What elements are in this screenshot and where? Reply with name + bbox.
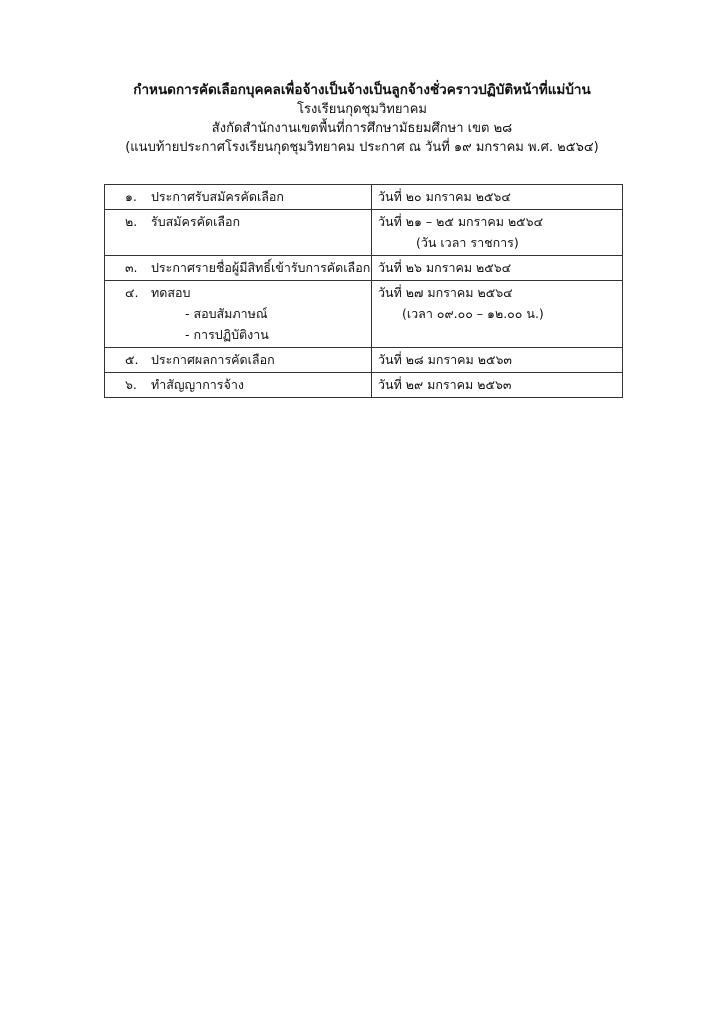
item-number: ๔. xyxy=(125,285,139,300)
table-row xyxy=(105,256,623,281)
date-text: วันที่ ๒๑ – ๒๕ มกราคม ๒๕๖๔ xyxy=(378,214,544,229)
item-label: ประกาศรายชื่อผู้มีสิทธิ์เข้ารับการคัดเลือก xyxy=(151,260,371,275)
item-label: ทำสัญญาการจ้าง xyxy=(151,377,244,392)
date-text: วันที่ ๒๗ มกราคม ๒๕๖๔ xyxy=(378,285,513,300)
item-label: ทดสอบ xyxy=(151,285,191,300)
date-text: วันที่ ๒๐ มกราคม ๒๕๖๔ xyxy=(378,189,511,204)
item-cell xyxy=(105,256,372,281)
annex-note: (แนบท้ายประกาศโรงเรียนกุดชุมวิทยาคม ประกาศ ณ วันที่ ๑๙ มกราคม พ.ศ. ๒๕๖๔) xyxy=(125,140,599,155)
office-name: สังกัดสำนักงานเขตพื้นที่การศึกษามัธยมศึกษา เขต ๒๘ xyxy=(211,121,513,136)
date-cell xyxy=(372,373,623,398)
table-row xyxy=(105,373,623,398)
item-cell xyxy=(105,281,372,348)
time-note: (เวลา ๐๙.๐๐ – ๑๒.๐๐ น.) xyxy=(402,306,544,321)
date-cell xyxy=(372,210,623,256)
date-cell xyxy=(372,348,623,373)
school-name: โรงเรียนกุดชุมวิทยาคม xyxy=(297,102,427,117)
date-cell xyxy=(372,281,623,348)
item-number: ๓. xyxy=(125,260,138,275)
item-label: ประกาศรับสมัครคัดเลือก xyxy=(151,189,284,204)
sub-item: - การปฏิบัติงาน xyxy=(185,327,269,342)
item-number: ๕. xyxy=(125,352,139,367)
date-text: วันที่ ๒๖ มกราคม ๒๕๖๔ xyxy=(378,260,512,275)
document-header xyxy=(0,80,724,157)
schedule-table xyxy=(104,184,623,398)
table-row xyxy=(105,185,623,210)
date-text: วันที่ ๒๙ มกราคม ๒๕๖๓ xyxy=(378,377,512,392)
table-row xyxy=(105,281,623,348)
item-label: ประกาศผลการคัดเลือก xyxy=(151,352,275,367)
item-cell xyxy=(105,348,372,373)
sub-item: - สอบสัมภาษณ์ xyxy=(185,306,268,321)
table-row xyxy=(105,210,623,256)
date-cell xyxy=(372,185,623,210)
document-title: กำหนดการคัดเลือกบุคคลเพื่อจ้างเป็นจ้างเป็นลูกจ้างชั่วคราวปฏิบัติหน้าที่แม่บ้าน xyxy=(133,82,591,98)
item-cell xyxy=(105,210,372,256)
item-number: ๑. xyxy=(125,189,137,204)
item-number: ๖. xyxy=(125,377,137,392)
date-text: วันที่ ๒๘ มกราคม ๒๕๖๓ xyxy=(378,352,512,367)
item-cell xyxy=(105,185,372,210)
table-row xyxy=(105,348,623,373)
item-cell xyxy=(105,373,372,398)
date-note: (วัน เวลา ราชการ) xyxy=(416,235,519,250)
date-cell xyxy=(372,256,623,281)
item-label: รับสมัครคัดเลือก xyxy=(151,214,241,229)
item-number: ๒. xyxy=(125,214,138,229)
